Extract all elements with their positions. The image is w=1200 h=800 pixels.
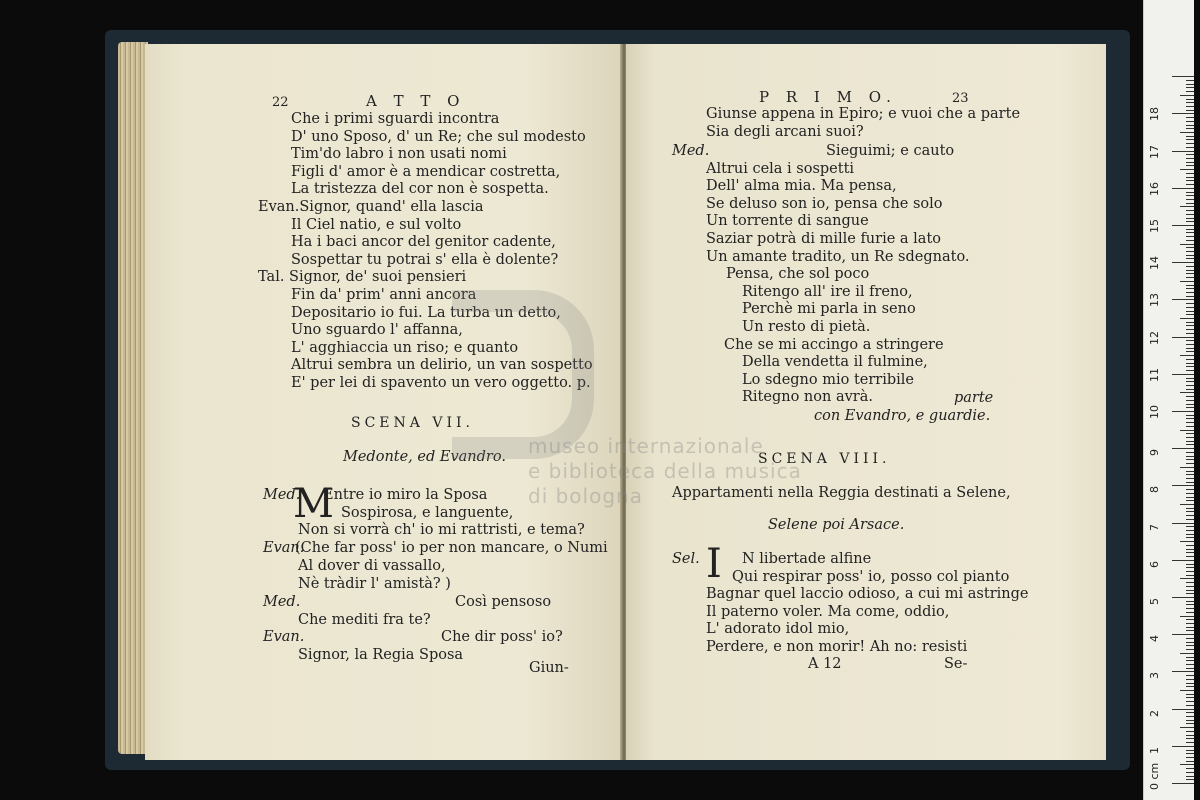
ruler-tick <box>1186 128 1194 129</box>
ruler-number: 5 <box>1148 598 1161 605</box>
ruler-tick <box>1186 221 1194 222</box>
ruler-tick <box>1172 597 1194 598</box>
ruler-tick <box>1186 80 1194 81</box>
text-line: Dell' alma mia. Ma pensa, <box>706 178 897 195</box>
ruler-tick <box>1186 407 1194 408</box>
ruler-tick <box>1186 750 1194 751</box>
ruler-tick <box>1186 325 1194 326</box>
running-head: A T T O <box>366 92 466 110</box>
ruler-tick <box>1172 225 1194 226</box>
text-line: Ha i baci ancor del genitor cadente, <box>291 234 556 251</box>
page-edges <box>118 42 148 754</box>
ruler-tick <box>1186 143 1194 144</box>
text-line: E' per lei di spavento un vero oggetto. p. <box>291 375 591 391</box>
text-line: Evan.Signor, quand' ella lascia <box>258 199 484 215</box>
ruler-tick <box>1186 139 1194 140</box>
ruler-tick <box>1186 723 1194 724</box>
ruler-tick <box>1186 776 1194 777</box>
ruler-tick <box>1186 351 1194 352</box>
ruler-number: 4 <box>1148 635 1161 643</box>
ruler-tick <box>1186 474 1194 475</box>
ruler-tick <box>1186 273 1194 274</box>
ruler-tick <box>1186 236 1194 237</box>
watermark-line: e biblioteca della musica <box>528 459 802 483</box>
ruler-tick <box>1186 329 1194 330</box>
scene-title: SCENA VII. <box>351 415 474 431</box>
text-line: Il Ciel natio, e sul volto <box>291 216 462 233</box>
ruler-tick <box>1186 218 1194 219</box>
ruler-tick <box>1186 229 1194 230</box>
ruler-tick <box>1186 549 1194 550</box>
ruler-tick <box>1186 679 1194 680</box>
ruler-tick <box>1186 645 1194 646</box>
ruler-tick <box>1186 441 1194 442</box>
ruler-tick <box>1186 247 1194 248</box>
ruler-tick <box>1186 422 1194 423</box>
ruler-number: 14 <box>1148 256 1161 271</box>
ruler-tick <box>1186 601 1194 602</box>
ruler-number: 10 <box>1148 405 1161 419</box>
ruler-tick <box>1186 363 1194 364</box>
ruler-tick <box>1172 485 1194 486</box>
text-line: Lo sdegno mio terribile <box>742 371 915 388</box>
ruler-tick <box>1172 448 1194 449</box>
ruler-number: 18 <box>1148 107 1161 122</box>
ruler-tick <box>1186 99 1194 100</box>
ruler-tick <box>1180 616 1194 617</box>
watermark-line: di bologna <box>528 484 643 508</box>
ruler-tick <box>1186 463 1194 464</box>
ruler-tick <box>1180 132 1194 133</box>
ruler-tick <box>1186 508 1194 509</box>
speaker-label: Med. <box>672 143 710 159</box>
ruler-tick <box>1180 318 1194 319</box>
ruler-tick <box>1186 322 1194 323</box>
ruler-tick <box>1186 571 1194 572</box>
ruler-number: 17 <box>1148 144 1161 159</box>
text-line: Un torrente di sangue <box>706 213 869 230</box>
ruler-tick <box>1172 337 1194 338</box>
ruler-tick <box>1186 389 1194 390</box>
text-line: Perchè mi parla in seno <box>742 301 916 318</box>
ruler-number: 15 <box>1148 219 1161 233</box>
scene-subtitle: Selene poi Arsace. <box>768 517 905 533</box>
ruler-tick <box>1186 478 1194 479</box>
watermark-line: museo internazionale <box>528 434 764 458</box>
ruler-tick <box>1186 705 1194 706</box>
ruler-tick <box>1186 657 1194 658</box>
ruler-tick <box>1180 467 1194 468</box>
ruler-number: 8 <box>1148 486 1161 494</box>
speaker-label: Evan. <box>263 540 305 556</box>
ruler-tick <box>1186 489 1194 490</box>
ruler-tick <box>1186 192 1194 193</box>
text-line: Della vendetta il fulmine, <box>742 354 928 371</box>
ruler-tick <box>1186 761 1194 762</box>
ruler-number: 11 <box>1148 367 1161 382</box>
ruler-tick <box>1186 426 1194 427</box>
text-line: Tal. Signor, de' suoi pensieri <box>258 269 467 286</box>
ruler-tick <box>1186 91 1194 92</box>
ruler-tick <box>1186 292 1194 293</box>
text-line: Signor, la Regia Sposa <box>298 647 464 663</box>
drop-cap: I <box>706 541 722 587</box>
ruler-tick <box>1186 608 1194 609</box>
text-line: Tim'do labro i non usati nomi <box>291 146 507 163</box>
ruler-tick <box>1186 519 1194 520</box>
speaker-label: Med. <box>263 487 301 503</box>
ruler-tick <box>1180 355 1194 356</box>
exit-note: parte <box>954 390 994 406</box>
text-line: Un resto di pietà. <box>742 319 871 335</box>
ruler-tick <box>1186 456 1194 457</box>
text-line: Il paterno voler. Ma come, oddio, <box>706 603 950 620</box>
measurement-ruler <box>1143 0 1194 800</box>
ruler-tick <box>1186 742 1194 743</box>
text-line: Saziar potrà di mille furie a lato <box>706 231 942 247</box>
ruler-tick <box>1186 642 1194 643</box>
ruler-tick <box>1186 378 1194 379</box>
ruler-tick <box>1186 712 1194 713</box>
ruler-tick <box>1186 180 1194 181</box>
ruler-tick <box>1186 210 1194 211</box>
text-line: L' agghiaccia un riso; e quanto <box>291 339 519 356</box>
text-line: Altrui cela i sospetti <box>706 160 855 177</box>
scene-subtitle: Medonte, ed Evandro. <box>343 449 506 465</box>
text-line: Ritegno non avrà. <box>742 389 873 406</box>
text-line: Sia degli arcani suoi? <box>706 124 864 140</box>
ruler-tick <box>1172 634 1194 635</box>
ruler-number: 9 <box>1148 449 1161 457</box>
ruler-tick <box>1172 671 1194 672</box>
text-line: Un amante tradito, un Re sdegnato. <box>706 248 970 265</box>
ruler-tick <box>1186 482 1194 483</box>
ruler-tick <box>1186 147 1194 148</box>
ruler-tick <box>1186 240 1194 241</box>
page-number: 22 <box>272 95 289 110</box>
ruler-tick <box>1186 348 1194 349</box>
text-line: Non si vorrà ch' io mi rattristi, e tema? <box>298 522 585 538</box>
ruler-tick <box>1186 158 1194 159</box>
ruler-tick <box>1186 537 1194 538</box>
text-line: Pensa, che sol poco <box>726 266 870 283</box>
ruler-tick <box>1186 311 1194 312</box>
ruler-tick <box>1186 87 1194 88</box>
ruler-tick <box>1186 619 1194 620</box>
ruler-tick <box>1186 106 1194 107</box>
ruler-tick <box>1186 530 1194 531</box>
ruler-tick <box>1172 374 1194 375</box>
ruler-tick <box>1186 493 1194 494</box>
ruler-tick <box>1186 418 1194 419</box>
ruler-tick <box>1186 404 1194 405</box>
ruler-tick <box>1186 344 1194 345</box>
text-line: L' adorato idol mio, <box>706 621 850 638</box>
ruler-tick <box>1186 415 1194 416</box>
ruler-tick <box>1186 575 1194 576</box>
ruler-tick <box>1186 255 1194 256</box>
ruler-tick <box>1186 630 1194 631</box>
ruler-number: 12 <box>1148 330 1161 345</box>
ruler-tick <box>1180 690 1194 691</box>
ruler-tick <box>1186 497 1194 498</box>
speaker-label: Evan. <box>263 629 305 645</box>
ruler-tick <box>1186 385 1194 386</box>
ruler-tick <box>1186 459 1194 460</box>
ruler-unit: 0 cm <box>1148 762 1161 790</box>
speaker-label: Med. <box>263 594 301 610</box>
ruler-tick <box>1186 266 1194 267</box>
text-line: Qui respirar poss' io, posso col pianto <box>732 568 1010 585</box>
ruler-number: 3 <box>1148 672 1161 680</box>
text-line: Perdere, e non morir! Ah no: resisti <box>706 639 968 655</box>
ruler-number: 1 <box>1148 746 1161 754</box>
text-line: Che i primi sguardi incontra <box>291 111 500 127</box>
ruler-tick <box>1186 117 1194 118</box>
text-line: Sieguimi; e cauto <box>826 143 955 159</box>
exit-note-detail: con Evandro, e guardie. <box>814 408 991 424</box>
ruler-tick <box>1186 195 1194 196</box>
ruler-tick <box>1186 396 1194 397</box>
signature-mark: A 12 <box>808 656 842 672</box>
ruler-tick <box>1186 500 1194 501</box>
ruler-tick <box>1180 653 1194 654</box>
text-line: Così pensoso <box>455 594 552 610</box>
ruler-tick <box>1172 411 1194 412</box>
text-line: Uno sguardo l' affanna, <box>291 322 463 339</box>
ruler-tick <box>1186 660 1194 661</box>
ruler-tick <box>1180 95 1194 96</box>
text-line: Figli d' amor è a mendicar costretta, <box>291 163 561 180</box>
text-line: Sospettar tu potrai s' ella è dolente? <box>291 251 559 268</box>
ruler-tick <box>1186 720 1194 721</box>
ruler-tick <box>1180 541 1194 542</box>
ruler-number: 16 <box>1148 181 1161 196</box>
ruler-tick <box>1186 582 1194 583</box>
ruler-tick <box>1186 779 1194 780</box>
ruler-tick <box>1186 735 1194 736</box>
ruler-tick <box>1186 366 1194 367</box>
ruler-tick <box>1186 199 1194 200</box>
ruler-tick <box>1186 270 1194 271</box>
ruler-tick <box>1186 184 1194 185</box>
ruler-tick <box>1186 697 1194 698</box>
text-line: Che mediti fra te? <box>298 612 431 628</box>
ruler-tick <box>1186 277 1194 278</box>
ruler-tick <box>1186 675 1194 676</box>
ruler-tick <box>1186 232 1194 233</box>
scene-title: SCENA VIII. <box>758 451 891 467</box>
ruler-tick <box>1172 560 1194 561</box>
ruler-tick <box>1172 746 1194 747</box>
ruler-tick <box>1186 683 1194 684</box>
ruler-tick <box>1186 515 1194 516</box>
catchword: Giun- <box>529 660 569 676</box>
text-line: D' uno Sposo, d' un Re; che sul modesto <box>291 128 586 145</box>
ruler-tick <box>1180 764 1194 765</box>
text-line: Che dir poss' io? <box>441 629 563 645</box>
ruler-tick <box>1186 177 1194 178</box>
running-head: P R I M O. <box>759 88 897 106</box>
ruler-tick <box>1186 552 1194 553</box>
ruler-tick <box>1186 567 1194 568</box>
scene-setting: Appartamenti nella Reggia destinati a Selene, <box>672 485 1011 501</box>
ruler-tick <box>1186 444 1194 445</box>
ruler-number: 7 <box>1148 523 1161 531</box>
ruler-tick <box>1172 262 1194 263</box>
text-line: Depositario io fui. La turba un detto, <box>291 304 561 321</box>
ruler-tick <box>1186 627 1194 628</box>
ruler-tick <box>1186 623 1194 624</box>
speaker-label: Sel. <box>672 551 700 567</box>
ruler-tick <box>1180 727 1194 728</box>
ruler-tick <box>1186 768 1194 769</box>
ruler-tick <box>1186 545 1194 546</box>
ruler-tick <box>1186 668 1194 669</box>
ruler-tick <box>1186 612 1194 613</box>
ruler-tick <box>1180 504 1194 505</box>
ruler-tick <box>1186 258 1194 259</box>
ruler-tick <box>1180 430 1194 431</box>
ruler-tick <box>1186 288 1194 289</box>
ruler-tick <box>1186 686 1194 687</box>
ruler-tick <box>1172 523 1194 524</box>
ruler-tick <box>1186 564 1194 565</box>
drop-cap: M <box>293 481 334 527</box>
ruler-tick <box>1186 303 1194 304</box>
ruler-tick <box>1186 307 1194 308</box>
ruler-tick <box>1186 586 1194 587</box>
ruler-tick <box>1186 593 1194 594</box>
ruler-tick <box>1186 381 1194 382</box>
ruler-tick <box>1186 716 1194 717</box>
ruler-tick <box>1172 151 1194 152</box>
ruler-tick <box>1186 370 1194 371</box>
text-line: La tristezza del cor non è sospetta. <box>291 181 549 198</box>
ruler-number: 6 <box>1148 560 1161 568</box>
ruler-tick <box>1172 709 1194 710</box>
right-page <box>626 44 1106 760</box>
ruler-tick <box>1186 694 1194 695</box>
ruler-tick <box>1186 314 1194 315</box>
ruler-tick <box>1186 433 1194 434</box>
ruler-tick <box>1186 772 1194 773</box>
ruler-tick <box>1186 102 1194 103</box>
text-line: Al dover di vassallo, <box>298 558 446 574</box>
text-line: Entre io miro la Sposa <box>323 487 488 503</box>
ruler-tick <box>1186 526 1194 527</box>
ruler-tick <box>1186 359 1194 360</box>
ruler-tick <box>1186 165 1194 166</box>
ruler-tick <box>1186 534 1194 535</box>
ruler-tick <box>1186 121 1194 122</box>
ruler-tick <box>1180 578 1194 579</box>
ruler-tick <box>1186 738 1194 739</box>
text-line: Ritengo all' ire il freno, <box>742 283 913 300</box>
ruler-tick <box>1186 556 1194 557</box>
ruler-tick <box>1186 400 1194 401</box>
ruler-tick <box>1186 511 1194 512</box>
ruler-tick <box>1186 251 1194 252</box>
ruler-tick <box>1186 340 1194 341</box>
ruler-tick <box>1186 604 1194 605</box>
ruler-number: 2 <box>1148 709 1161 717</box>
ruler-tick <box>1186 110 1194 111</box>
ruler-tick <box>1186 333 1194 334</box>
ruler-tick <box>1180 244 1194 245</box>
ruler-tick <box>1186 437 1194 438</box>
ruler-tick <box>1186 649 1194 650</box>
text-line: Sospirosa, e languente, <box>341 505 514 521</box>
text-line: Giunse appena in Epiro; e vuoi che a parte <box>706 106 1021 122</box>
ruler-tick <box>1172 299 1194 300</box>
page-number: 23 <box>952 91 969 106</box>
ruler-tick <box>1186 173 1194 174</box>
ruler-tick <box>1180 206 1194 207</box>
ruler-tick <box>1186 753 1194 754</box>
ruler-tick <box>1186 296 1194 297</box>
ruler-tick <box>1186 154 1194 155</box>
ruler-tick <box>1186 452 1194 453</box>
ruler-tick <box>1172 783 1194 784</box>
text-line: Bagnar quel laccio odioso, a cui mi astringe <box>706 586 1029 603</box>
ruler-tick <box>1186 84 1194 85</box>
ruler-tick <box>1172 76 1194 77</box>
catchword: Se- <box>944 656 968 672</box>
text-line: Che se mi accingo a stringere <box>724 336 944 353</box>
ruler-tick <box>1180 392 1194 393</box>
text-line: Se deluso son io, pensa che solo <box>706 195 943 212</box>
ruler-tick <box>1186 285 1194 286</box>
ruler-tick <box>1180 281 1194 282</box>
ruler-tick <box>1186 701 1194 702</box>
ruler-tick <box>1180 169 1194 170</box>
text-line: Altrui sembra un delirio, un van sospetto <box>291 357 593 374</box>
ruler-tick <box>1186 162 1194 163</box>
text-line: Fin da' prim' anni ancora <box>291 287 477 303</box>
ruler-tick <box>1186 731 1194 732</box>
ruler-tick <box>1186 590 1194 591</box>
ruler-tick <box>1186 664 1194 665</box>
ruler-tick <box>1186 757 1194 758</box>
text-line: (Che far poss' io per non mancare, o Numi <box>295 540 608 556</box>
ruler-tick <box>1172 113 1194 114</box>
ruler-tick <box>1172 188 1194 189</box>
ruler-tick <box>1186 638 1194 639</box>
ruler-tick <box>1186 203 1194 204</box>
ruler-tick <box>1186 125 1194 126</box>
ruler-tick <box>1186 214 1194 215</box>
ruler-number: 13 <box>1148 293 1161 308</box>
ruler-tick <box>1186 136 1194 137</box>
text-line: Nè tràdir l' amistà? ) <box>298 576 451 592</box>
ruler-tick <box>1186 471 1194 472</box>
text-line: N libertade alfine <box>742 551 872 567</box>
